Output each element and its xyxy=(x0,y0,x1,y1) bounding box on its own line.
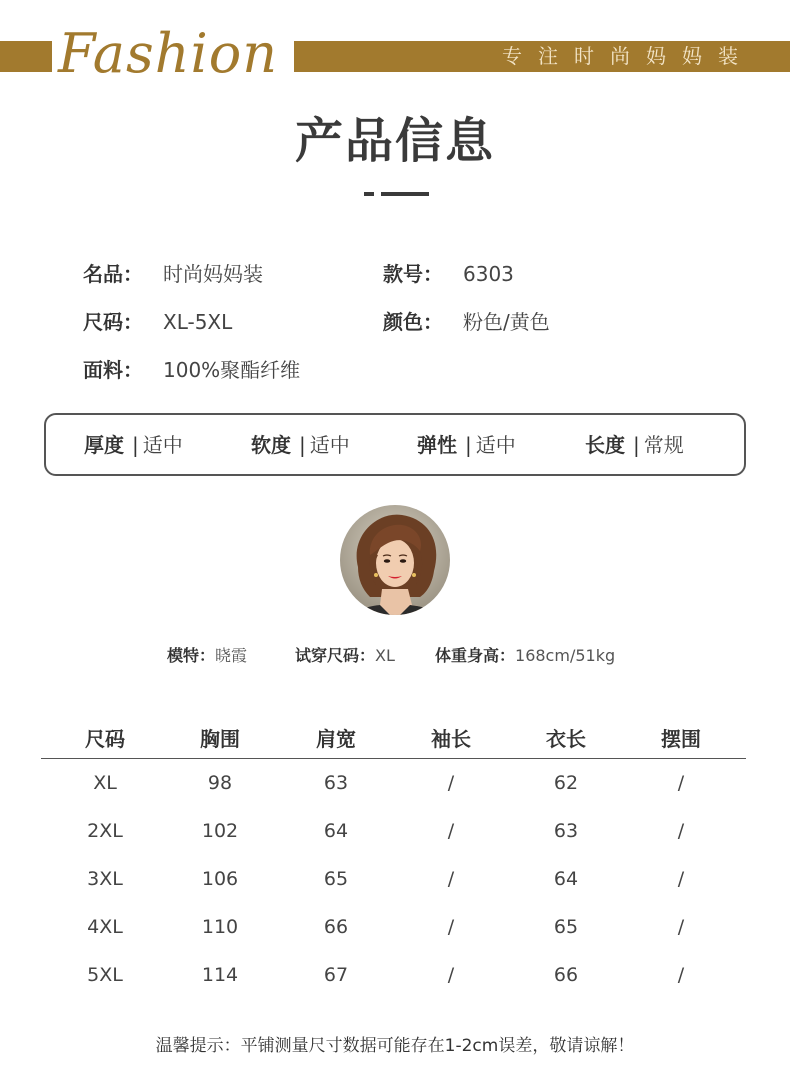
info-style-no-value: 6303 xyxy=(463,262,514,286)
page-title: 产品信息 xyxy=(294,113,495,169)
attr-elasticity-label: 弹性 xyxy=(417,433,457,457)
table-cell: / xyxy=(447,964,455,986)
info-name-value: 时尚妈妈装 xyxy=(163,262,263,286)
info-size-value: XL-5XL xyxy=(163,310,233,334)
table-cell: / xyxy=(677,772,685,794)
table-cell: 63 xyxy=(553,820,579,842)
info-size xyxy=(83,307,232,337)
attr-length-value: 常规 xyxy=(643,433,684,457)
attr-softness-label: 软度 xyxy=(251,433,291,457)
table-cell: / xyxy=(447,868,455,890)
table-cell: 65 xyxy=(323,868,349,890)
info-name xyxy=(83,259,263,289)
model-name-label: 模特： xyxy=(167,646,216,665)
table-header-size: 尺码 xyxy=(85,727,125,751)
measurement-note: 温馨提示：平铺测量尺寸数据可能存在1-2cm误差，敬请谅解！ xyxy=(155,1036,635,1056)
info-style-no xyxy=(383,259,514,289)
table-cell: 5XL xyxy=(87,964,123,986)
table-cell: / xyxy=(447,820,455,842)
table-cell: XL xyxy=(93,772,117,794)
model-body-value: 168cm/51kg xyxy=(515,646,616,665)
table-cell: 106 xyxy=(201,868,239,890)
model-name-value: 晓霞 xyxy=(215,646,248,665)
attr-length-label: 长度 xyxy=(585,433,625,457)
model-size-value: XL xyxy=(375,646,395,665)
title-underline-short xyxy=(364,192,374,196)
info-name-label: 名品： xyxy=(83,262,143,286)
title-underline-long xyxy=(381,192,429,196)
table-cell: 4XL xyxy=(87,916,123,938)
table-cell: / xyxy=(447,916,455,938)
info-fabric-value: 100%聚酯纤维 xyxy=(163,358,301,382)
attr-thickness-value: 适中 xyxy=(142,433,183,457)
table-divider xyxy=(41,758,746,759)
table-cell: 66 xyxy=(323,916,349,938)
attr-length: 长度 | 常规 xyxy=(585,433,684,457)
table-cell: 110 xyxy=(201,916,239,938)
table-header-sleeve: 袖长 xyxy=(431,727,471,751)
info-color-label: 颜色： xyxy=(383,310,443,334)
table-header-shoulder: 肩宽 xyxy=(316,727,356,751)
info-fabric-label: 面料： xyxy=(83,358,143,382)
table-cell: / xyxy=(677,916,685,938)
attribute-box xyxy=(44,413,746,476)
info-color-value: 粉色/黄色 xyxy=(463,310,550,334)
brand-banner xyxy=(0,0,790,100)
table-cell: 64 xyxy=(323,820,349,842)
table-cell: / xyxy=(677,820,685,842)
attr-softness: 软度 | 适中 xyxy=(251,433,350,457)
table-cell: 98 xyxy=(207,772,233,794)
model-size xyxy=(295,645,395,667)
table-cell: 63 xyxy=(323,772,349,794)
table-cell: 3XL xyxy=(87,868,123,890)
model-size-label: 试穿尺码： xyxy=(295,646,376,665)
model-body-label: 体重身高： xyxy=(435,646,516,665)
table-cell: 102 xyxy=(201,820,239,842)
model-body xyxy=(435,645,615,667)
info-fabric xyxy=(83,355,300,385)
attr-elasticity: 弹性 | 适中 xyxy=(417,433,516,457)
info-style-no-label: 款号： xyxy=(383,262,443,286)
model-name xyxy=(167,645,247,667)
table-cell: / xyxy=(447,772,455,794)
info-size-label: 尺码： xyxy=(83,310,143,334)
table-header-length: 衣长 xyxy=(546,727,586,751)
brand-slogan: 专注时尚妈妈装 xyxy=(502,44,754,68)
table-cell: 66 xyxy=(553,964,579,986)
banner-bar-left xyxy=(0,41,52,72)
table-cell: 67 xyxy=(323,964,349,986)
attr-thickness: 厚度 | 适中 xyxy=(84,433,183,457)
attr-thickness-label: 厚度 xyxy=(84,433,124,457)
attr-elasticity-value: 适中 xyxy=(475,433,516,457)
table-cell: / xyxy=(677,868,685,890)
table-header-hem: 摆围 xyxy=(661,727,701,751)
table-cell: 2XL xyxy=(87,820,123,842)
info-color xyxy=(383,307,550,337)
table-cell: 64 xyxy=(553,868,579,890)
brand-logo: Fashion xyxy=(58,22,279,85)
table-header-bust: 胸围 xyxy=(200,727,240,751)
model-portrait-icon xyxy=(340,505,450,615)
table-cell: 65 xyxy=(553,916,579,938)
table-cell: 62 xyxy=(553,772,579,794)
attr-softness-value: 适中 xyxy=(309,433,350,457)
table-cell: 114 xyxy=(201,964,239,986)
table-cell: / xyxy=(677,964,685,986)
model-avatar xyxy=(340,505,450,615)
